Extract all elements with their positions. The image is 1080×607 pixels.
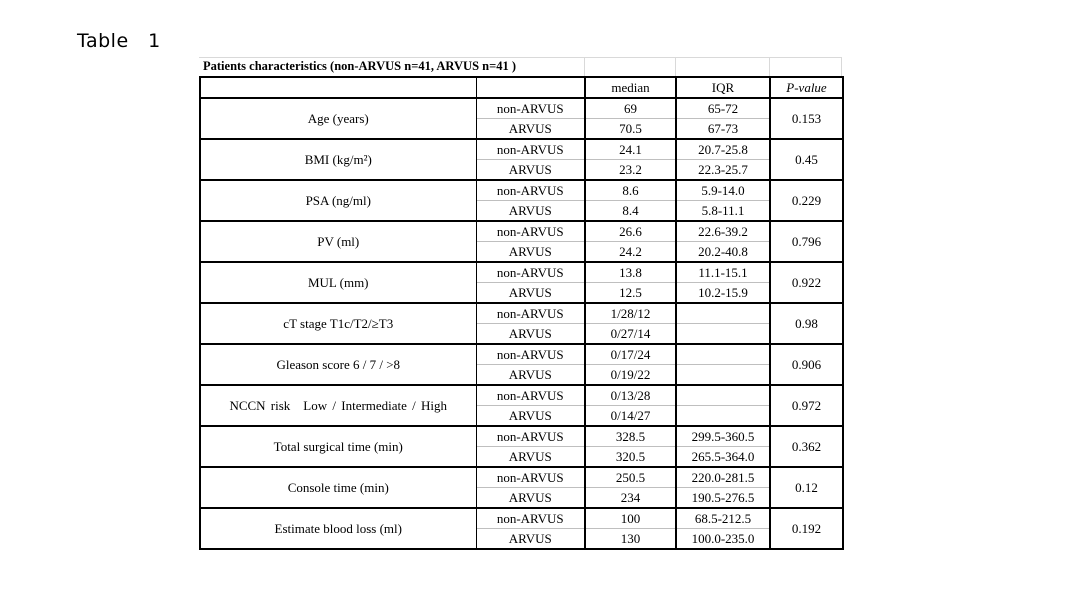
table-row: [200, 426, 843, 447]
iqr-value: 5.8-11.1: [676, 201, 770, 222]
iqr-value: 67-73: [676, 119, 770, 140]
median-value: 24.2: [585, 242, 676, 263]
header-parameter: [200, 77, 476, 98]
median-value: 234: [585, 488, 676, 509]
parameter-label: PSA (ng/ml): [200, 180, 476, 221]
iqr-value: [676, 303, 770, 324]
parameter-label: Console time (min): [200, 467, 476, 508]
median-value: 13.8: [585, 262, 676, 283]
header-row: [200, 77, 843, 98]
median-value: 24.1: [585, 139, 676, 160]
table-row: [200, 344, 843, 365]
p-value: 0.229: [770, 180, 843, 221]
group-name: ARVUS: [476, 160, 585, 181]
parameter-label: Gleason score 6 / 7 / >8: [200, 344, 476, 385]
p-value: 0.98: [770, 303, 843, 344]
table-row: [200, 508, 843, 529]
iqr-value: [676, 385, 770, 406]
iqr-value: [676, 344, 770, 365]
table-row: [200, 262, 843, 283]
p-value: 0.153: [770, 98, 843, 139]
median-value: 320.5: [585, 447, 676, 468]
group-name: non-ARVUS: [476, 344, 585, 365]
table-row: [200, 303, 843, 324]
p-value: 0.12: [770, 467, 843, 508]
header-iqr: IQR: [676, 77, 770, 98]
group-name: ARVUS: [476, 242, 585, 263]
iqr-value: [676, 365, 770, 386]
group-name: ARVUS: [476, 119, 585, 140]
iqr-value: 265.5-364.0: [676, 447, 770, 468]
parameter-label: Age (years): [200, 98, 476, 139]
median-value: 23.2: [585, 160, 676, 181]
iqr-value: 20.7-25.8: [676, 139, 770, 160]
iqr-value: 22.3-25.7: [676, 160, 770, 181]
patient-characteristics-table: [199, 76, 844, 550]
p-value: 0.972: [770, 385, 843, 426]
median-value: 100: [585, 508, 676, 529]
iqr-value: 10.2-15.9: [676, 283, 770, 304]
group-name: ARVUS: [476, 283, 585, 304]
iqr-value: 190.5-276.5: [676, 488, 770, 509]
p-value: 0.906: [770, 344, 843, 385]
table-row: [200, 139, 843, 160]
iqr-value: 11.1-15.1: [676, 262, 770, 283]
table-row: [200, 180, 843, 201]
median-value: 8.6: [585, 180, 676, 201]
iqr-value: 220.0-281.5: [676, 467, 770, 488]
p-value: 0.192: [770, 508, 843, 549]
group-name: non-ARVUS: [476, 262, 585, 283]
group-name: ARVUS: [476, 201, 585, 222]
header-median: median: [585, 77, 676, 98]
group-name: ARVUS: [476, 324, 585, 345]
p-value: 0.45: [770, 139, 843, 180]
group-name: non-ARVUS: [476, 98, 585, 119]
p-value: 0.796: [770, 221, 843, 262]
iqr-value: 299.5-360.5: [676, 426, 770, 447]
median-value: 0/13/28: [585, 385, 676, 406]
median-value: 12.5: [585, 283, 676, 304]
median-value: 26.6: [585, 221, 676, 242]
table-row: [200, 221, 843, 242]
slide-title: Table 1: [77, 30, 161, 52]
median-value: 328.5: [585, 426, 676, 447]
table-row: [200, 98, 843, 119]
iqr-value: 68.5-212.5: [676, 508, 770, 529]
table-row: [200, 385, 843, 406]
parameter-label: Total surgical time (min): [200, 426, 476, 467]
group-name: non-ARVUS: [476, 426, 585, 447]
median-value: 70.5: [585, 119, 676, 140]
table-caption: Patients characteristics (non-ARVUS n=41, ARVUS n=41 ): [203, 59, 517, 73]
iqr-value: [676, 324, 770, 345]
median-value: 8.4: [585, 201, 676, 222]
parameter-label: PV (ml): [200, 221, 476, 262]
table-row: [200, 467, 843, 488]
median-value: 0/17/24: [585, 344, 676, 365]
group-name: ARVUS: [476, 406, 585, 427]
median-value: 1/28/12: [585, 303, 676, 324]
header-group: [476, 77, 585, 98]
group-name: non-ARVUS: [476, 139, 585, 160]
parameter-label: Estimate blood loss (ml): [200, 508, 476, 549]
group-name: non-ARVUS: [476, 303, 585, 324]
group-name: ARVUS: [476, 529, 585, 550]
group-name: non-ARVUS: [476, 180, 585, 201]
group-name: non-ARVUS: [476, 467, 585, 488]
parameter-label: cT stage T1c/T2/≥T3: [200, 303, 476, 344]
header-p-value: P-value: [770, 77, 843, 98]
iqr-value: 22.6-39.2: [676, 221, 770, 242]
group-name: non-ARVUS: [476, 385, 585, 406]
parameter-label: MUL (mm): [200, 262, 476, 303]
iqr-value: [676, 406, 770, 427]
iqr-value: 5.9-14.0: [676, 180, 770, 201]
group-name: ARVUS: [476, 365, 585, 386]
median-value: 0/27/14: [585, 324, 676, 345]
p-value: 0.922: [770, 262, 843, 303]
group-name: non-ARVUS: [476, 221, 585, 242]
parameter-label: BMI (kg/m²): [200, 139, 476, 180]
parameter-label: NCCN risk Low / Intermediate / High: [200, 385, 476, 426]
group-name: ARVUS: [476, 488, 585, 509]
median-value: 69: [585, 98, 676, 119]
median-value: 130: [585, 529, 676, 550]
group-name: non-ARVUS: [476, 508, 585, 529]
median-value: 250.5: [585, 467, 676, 488]
p-value: 0.362: [770, 426, 843, 467]
iqr-value: 20.2-40.8: [676, 242, 770, 263]
iqr-value: 65-72: [676, 98, 770, 119]
median-value: 0/19/22: [585, 365, 676, 386]
group-name: ARVUS: [476, 447, 585, 468]
iqr-value: 100.0-235.0: [676, 529, 770, 550]
median-value: 0/14/27: [585, 406, 676, 427]
